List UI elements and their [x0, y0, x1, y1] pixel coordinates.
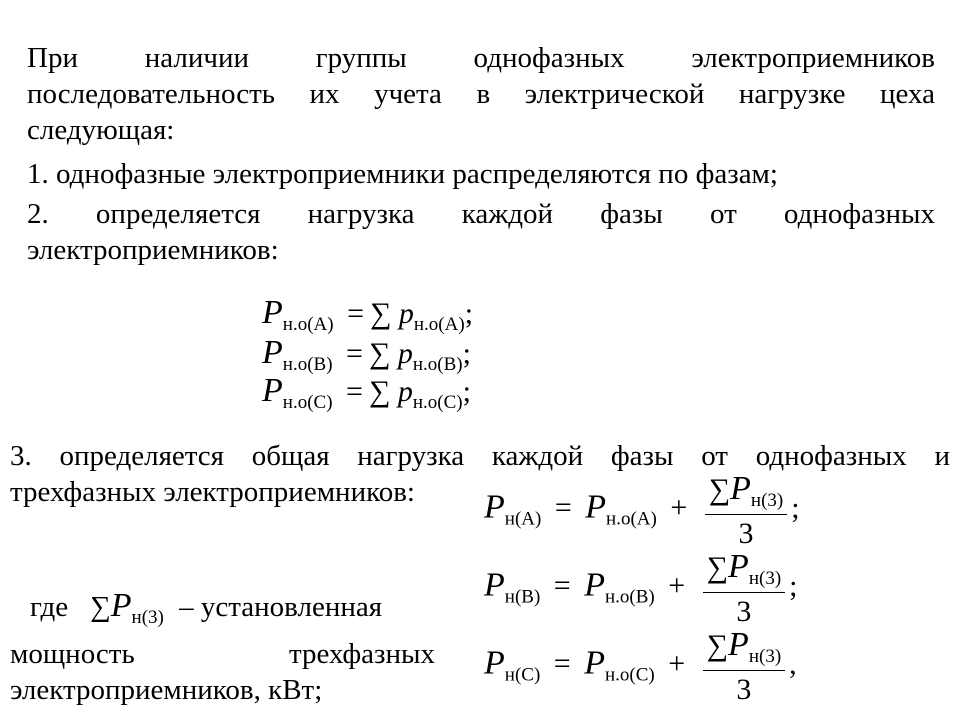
- step-2-line-2: электроприемников:: [27, 234, 279, 266]
- fraction-c: $\frac{\sum P_{н(3)}}{3}$: [703, 626, 786, 707]
- where-line-3: электроприемников, кВт;: [10, 674, 323, 706]
- where-line-2: мощность трехфазных: [10, 638, 435, 670]
- eq-phase-a-single: $P_{н.о(A)}$ = ∑ $p_{н.о(A)}$;: [262, 294, 474, 335]
- fraction-b: $\frac{\sum P_{н(3)}}{3}$: [703, 548, 786, 629]
- eq-phase-a-total: $P_{н(A)} = P_{н.о(A)}$ + $\frac{\sum P_{н(3)}}{3}$ ;: [484, 470, 800, 550]
- eq-phase-b-single: $P_{н.о(B)}$ = ∑ $p_{н.о(B)}$;: [262, 334, 471, 375]
- fraction-a: $\frac{\sum P_{н(3)}}{3}$: [705, 470, 788, 551]
- eq-phase-b-total: $P_{н(B)} = P_{н.о(B)}$ + $\frac{\sum P_{н(3)}}{3}$ ;: [484, 548, 798, 628]
- step-2: [27, 196, 935, 268]
- step-2-line-1: 2. определяется нагрузка каждой фазы от однофазных: [27, 198, 935, 230]
- intro-line-3: следующая:: [27, 114, 175, 146]
- intro-line-1: При наличии группы однофазных электроприемников: [27, 42, 935, 74]
- step-3: [10, 438, 950, 510]
- intro-line-2: последовательность их учета в электрической нагрузке цеха: [27, 78, 935, 110]
- where-clause: [10, 588, 435, 708]
- step-3-line-1: 3. определяется общая нагрузка каждой фазы от однофазных и: [10, 440, 950, 472]
- eq-phase-c-single: $P_{н.о(C)}$ = ∑ $p_{н.о(C)}$;: [262, 372, 471, 413]
- where-line-1: где $\sum P_{н(3)}$ – установленная: [30, 587, 383, 628]
- step-3-line-2: трехфазных электроприемников:: [10, 476, 415, 508]
- intro-paragraph: [27, 40, 935, 148]
- step-1: [27, 156, 935, 192]
- where-sum-symbol: ∑: [90, 591, 111, 623]
- eq-phase-c-total: $P_{н(C)} = P_{н.о(C)}$ + $\frac{\sum P_{н(3)}}{3}$ ,: [484, 626, 797, 706]
- step-1-text: 1. однофазные электроприемники распределяются по фазам;: [27, 158, 778, 190]
